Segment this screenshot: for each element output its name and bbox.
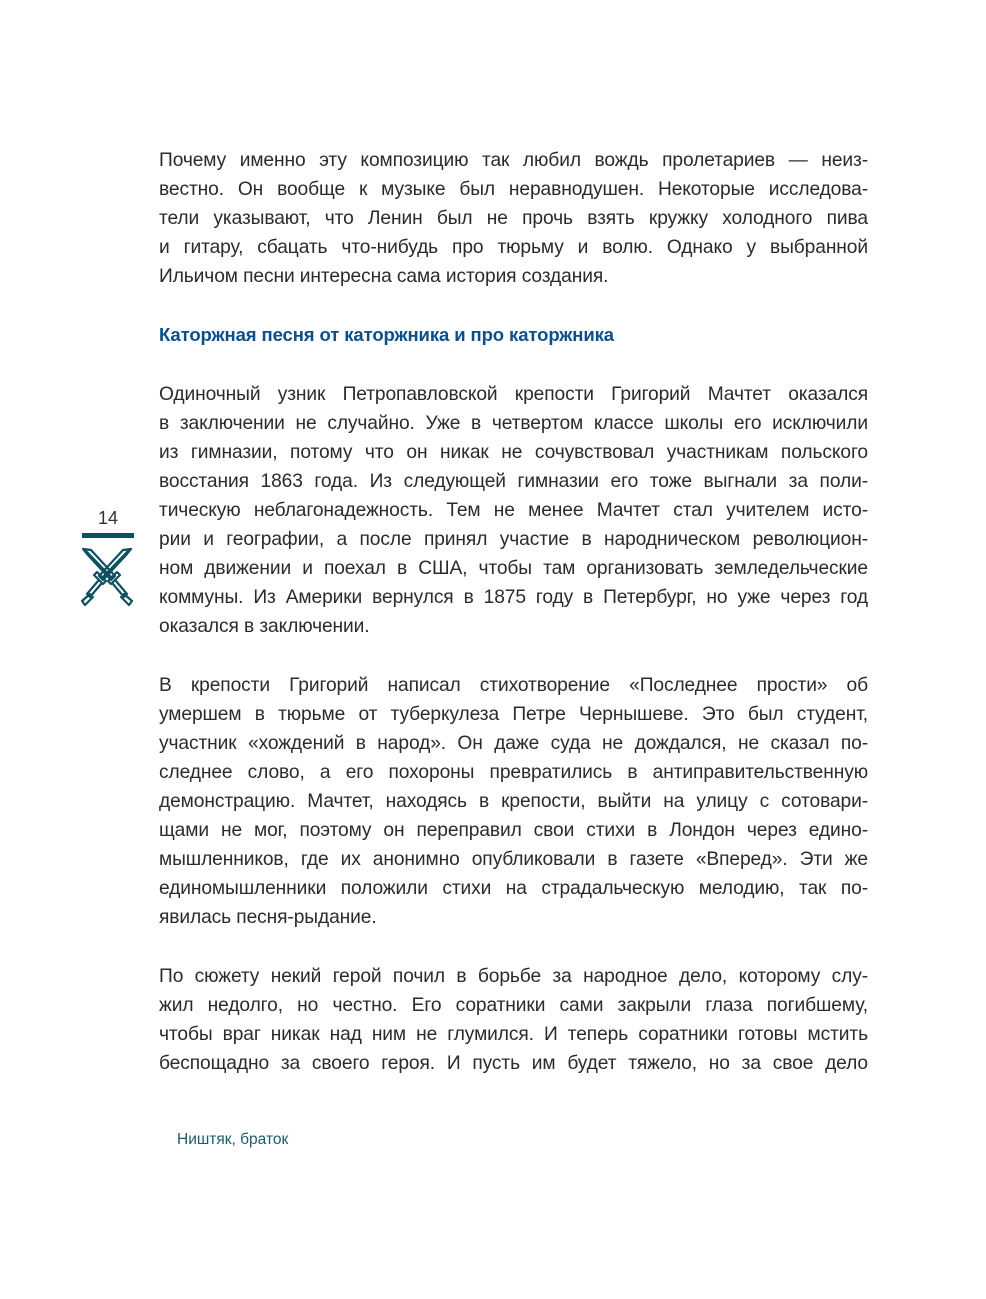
text-line: беспощадно за своего героя. И пусть им будет тяжело, но за свое дело	[159, 1053, 868, 1074]
page-number-underline	[82, 533, 134, 538]
text-line: единомышленники положили стихи на страдальческую мелодию, так по-	[159, 878, 868, 899]
text-line: Почему именно эту композицию так любил вождь пролетариев — неиз-	[159, 150, 868, 171]
text-line: коммуны. Из Америки вернулся в 1875 году в Петербург, но уже через год	[159, 587, 868, 608]
section-heading: Каторжная песня от каторжника и про каторжника	[159, 324, 614, 345]
text-line: тическую неблагонадежность. Тем не менее Мачтет стал учителем исто-	[159, 500, 868, 521]
text-line: В крепости Григорий написал стихотворение «Последнее прости» об	[159, 675, 868, 696]
page-number: 14	[97, 508, 119, 528]
paragraph-intro	[159, 146, 868, 291]
text-line: щами не мог, поэтому он переправил свои стихи в Лондон через едино-	[159, 820, 868, 841]
text-line: умершем в тюрьме от туберкулеза Петре Чернышеве. Это был студент,	[159, 704, 868, 725]
text-line: Одиночный узник Петропавловской крепости Григорий Мачтет оказался	[159, 384, 868, 405]
text-line: По сюжету некий герой почил в борьбе за народное дело, которому слу-	[159, 966, 868, 987]
crossed-swords-icon	[77, 545, 137, 607]
text-line: восстания 1863 года. Из следующей гимназии его тоже выгнали за поли-	[159, 471, 868, 492]
text-line: демонстрацию. Мачтет, находясь в крепости, выйти на улицу с сотовари-	[159, 791, 868, 812]
text-line: тели указывают, что Ленин был не прочь взять кружку холодного пива	[159, 208, 868, 229]
text-line: Ильичом песни интересна сама история создания.	[159, 266, 609, 287]
text-line: из гимназии, потому что он никак не сочувствовал участникам польского	[159, 442, 868, 463]
paragraph-machtet-bio	[159, 380, 868, 641]
paragraph-poem-origin	[159, 671, 868, 932]
text-line: и гитару, сбацать что-нибудь про тюрьму и волю. Однако у выбранной	[159, 237, 868, 258]
text-line: мышленников, где их анонимно опубликовали в газете «Вперед». Эти же	[159, 849, 868, 870]
text-line: в заключении не случайно. Уже в четвертом классе школы его исключили	[159, 413, 868, 434]
text-line: вестно. Он вообще к музыке был неравнодушен. Некоторые исследова-	[159, 179, 868, 200]
text-line: жил недолго, но честно. Его соратники сами закрыли глаза погибшему,	[159, 995, 868, 1016]
text-line: оказался в заключении.	[159, 616, 370, 637]
text-line: чтобы враг никак над ним не глумился. И теперь соратники готовы мстить	[159, 1024, 868, 1045]
text-line: рии и географии, а после принял участие в народническом революцион-	[159, 529, 868, 550]
running-footer-book-title: Ништяк, браток	[177, 1131, 289, 1148]
text-line: участник «хождений в народ». Он даже суда не дождался, не сказал по-	[159, 733, 868, 754]
text-line: явилась песня-рыдание.	[159, 907, 377, 928]
text-line: следнее слово, а его похороны превратились в антиправительственную	[159, 762, 868, 783]
paragraph-song-plot	[159, 962, 868, 1078]
text-line: ном движении и поехал в США, чтобы там организовать земледельческие	[159, 558, 868, 579]
